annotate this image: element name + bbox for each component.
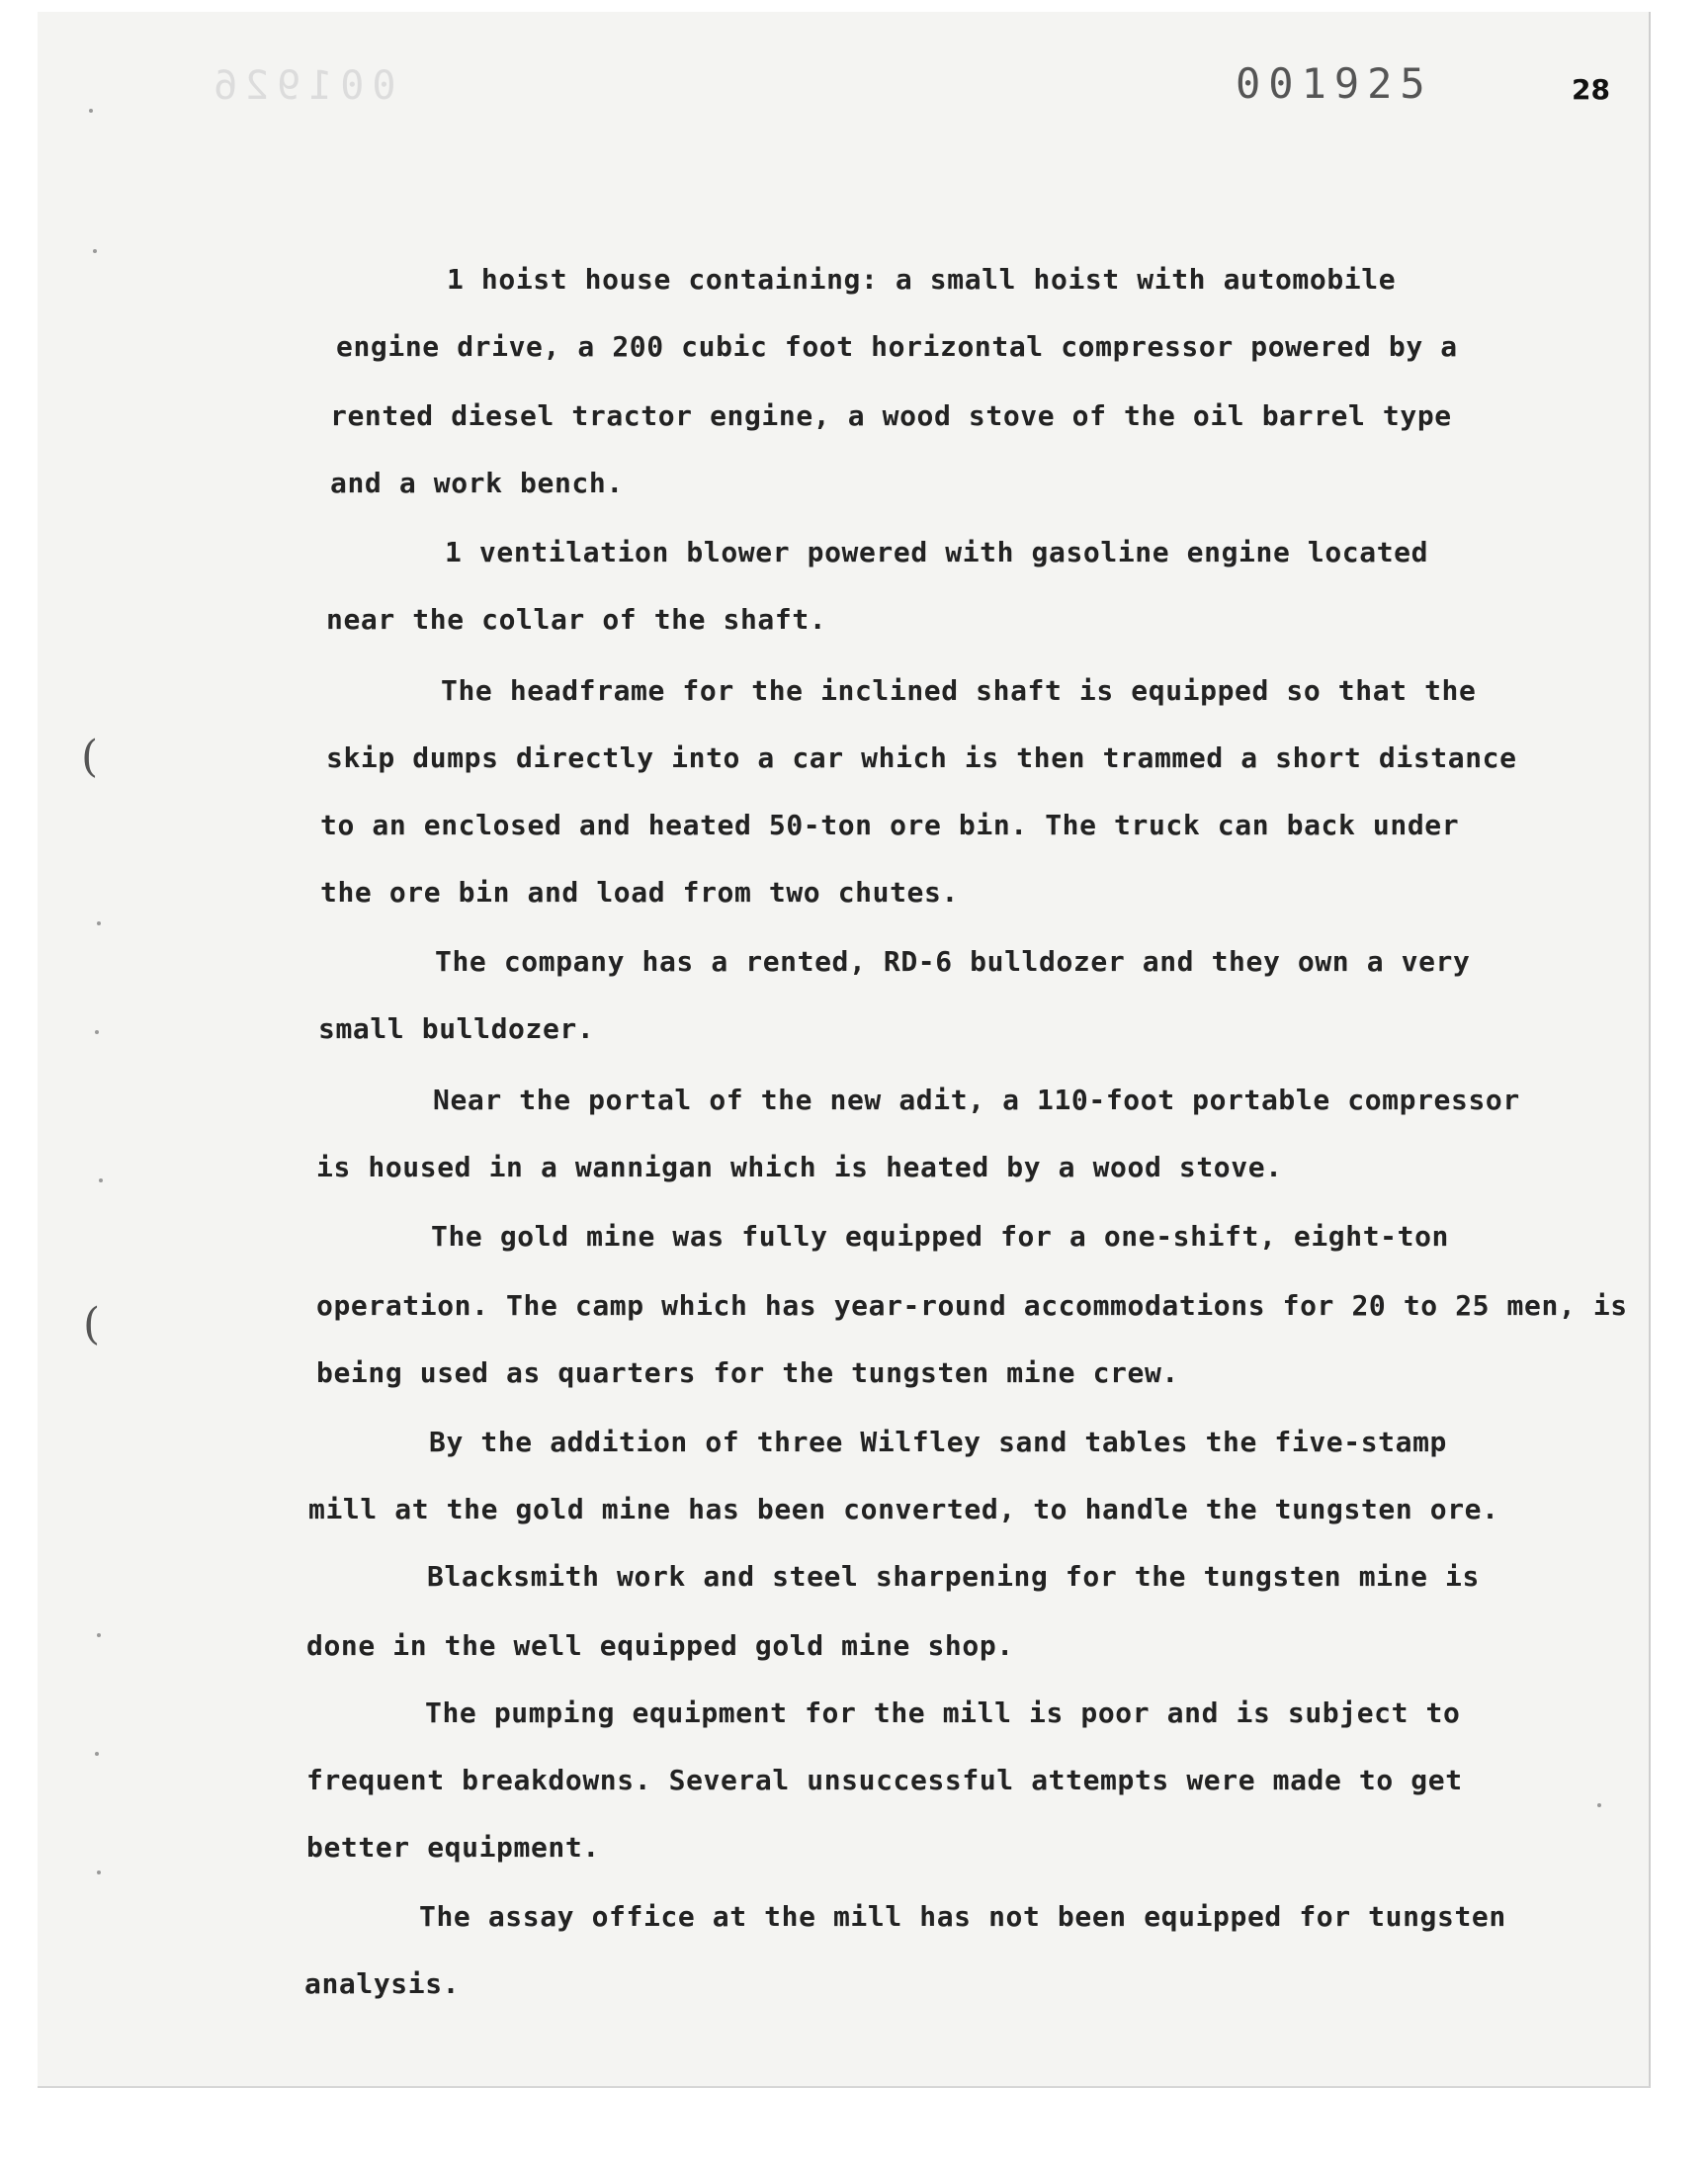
text-line: The headframe for the inclined shaft is equipped so that the — [441, 674, 1477, 707]
text-line: near the collar of the shaft. — [326, 603, 827, 636]
bleed-through-stamp: 001926 — [206, 63, 396, 109]
text-line: The pumping equipment for the mill is poor and is subject to — [425, 1696, 1461, 1729]
text-line: frequent breakdowns. Several unsuccessful attempts were made to get — [306, 1764, 1463, 1796]
text-line: and a work bench. — [330, 467, 624, 499]
text-line: The assay office at the mill has not been equipped for tungsten — [419, 1900, 1506, 1933]
page-number: 28 — [1572, 73, 1610, 106]
text-line: The company has a rented, RD-6 bulldozer and they own a very — [435, 945, 1471, 978]
text-line: By the addition of three Wilfley sand tables the five-stamp — [429, 1426, 1447, 1458]
margin-mark: ( — [83, 1299, 101, 1349]
text-line: the ore bin and load from two chutes. — [320, 876, 959, 909]
text-line: The gold mine was fully equipped for a one-shift, eight-ton — [431, 1220, 1449, 1253]
text-line: Near the portal of the new adit, a 110-foot portable compressor — [433, 1084, 1520, 1116]
text-line: small bulldozer. — [318, 1012, 595, 1045]
text-line: Blacksmith work and steel sharpening for the tungsten mine is — [427, 1560, 1480, 1593]
text-line: engine drive, a 200 cubic foot horizontal compressor powered by a — [336, 330, 1458, 363]
text-line: better equipment. — [306, 1831, 600, 1864]
text-line: is housed in a wannigan which is heated by a wood stove. — [316, 1151, 1283, 1183]
margin-mark: ( — [81, 732, 99, 782]
text-line: rented diesel tractor engine, a wood stove of the oil barrel type — [330, 399, 1452, 432]
text-line: mill at the gold mine has been converted, to handle the tungsten ore. — [308, 1493, 1499, 1525]
text-line: skip dumps directly into a car which is then trammed a short distance — [326, 741, 1517, 774]
document-page — [38, 12, 1651, 2088]
text-line: analysis. — [304, 1967, 461, 2000]
text-line: done in the well equipped gold mine shop. — [306, 1629, 1014, 1662]
document-stamp-number: 001925 — [1236, 59, 1433, 108]
text-line: 1 hoist house containing: a small hoist with automobile — [447, 263, 1397, 296]
text-line: operation. The camp which has year-round accommodations for 20 to 25 men, is — [316, 1289, 1628, 1322]
text-line: to an enclosed and heated 50-ton ore bin. The truck can back under — [320, 809, 1460, 841]
text-line: 1 ventilation blower powered with gasoline engine located — [445, 536, 1429, 568]
text-line: being used as quarters for the tungsten mine crew. — [316, 1356, 1179, 1389]
